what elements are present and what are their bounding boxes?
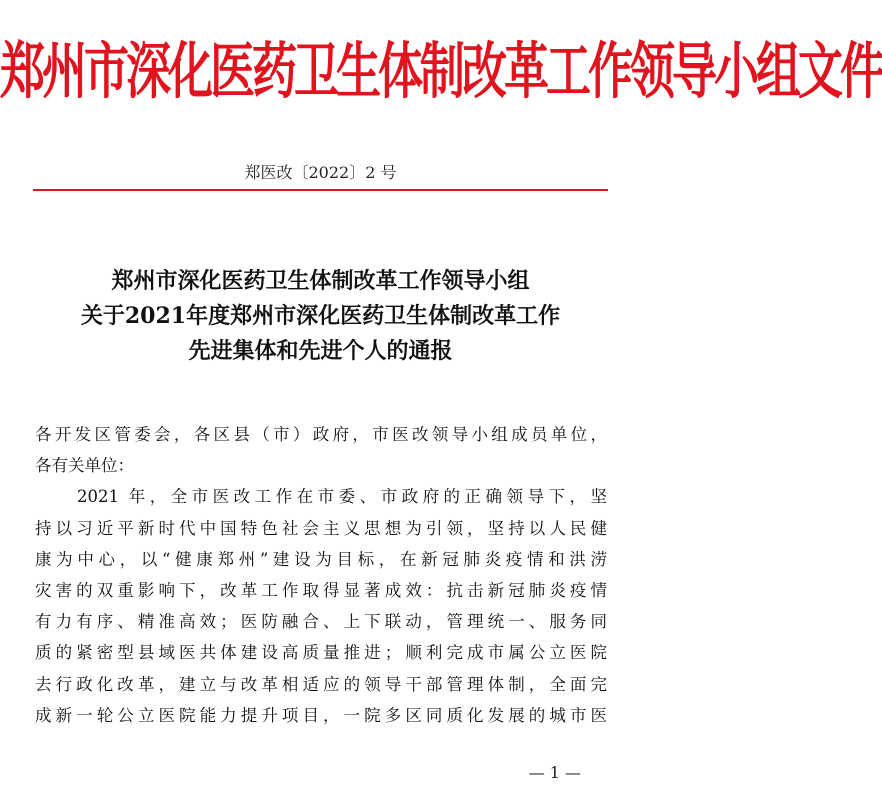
notice-title (0, 264, 641, 369)
body-text (35, 419, 607, 731)
document-number: 郑医改〔2022〕2 号 (244, 163, 397, 182)
paragraph-line: 有力有序、精准高效；医防融合、上下联动，管理统一、服务同 (35, 612, 607, 632)
paragraph-line: 质的紧密型县域医共体建设高质量推进；顺利完成市属公立医院 (35, 643, 607, 663)
paragraph-line: 灾害的双重影响下，改革工作取得显著成效：抗击新冠肺炎疫情 (35, 581, 607, 601)
paragraph-line: 2021 年，全市医改工作在市委、市政府的正确领导下，坚 (35, 487, 607, 507)
paragraph-line: 持以习近平新时代中国特色社会主义思想为引领，坚持以人民健 (35, 518, 607, 538)
salutation-line: 各开发区管委会，各区县（市）政府，市医改领导小组成员单位， (35, 425, 607, 444)
paragraph-line: 去行政化改革，建立与改革相适应的领导干部管理体制，全面完 (35, 674, 607, 694)
notice-title-line: 关于2021年度郑州市深化医药卫生体制改革工作 (80, 303, 561, 329)
paragraph-line: 康为中心，以“健康郑州”建设为目标，在新冠肺炎疫情和洪涝 (35, 549, 607, 569)
page-number: — 1 — (528, 763, 581, 782)
notice-title-line: 先进集体和先进个人的通报 (188, 338, 453, 364)
paragraph-line: 成新一轮公立医院能力提升项目，一院多区同质化发展的城市医 (35, 705, 607, 725)
document-header-title: 郑州市深化医药卫生体制改革工作领导小组文件 (0, 35, 882, 108)
red-divider-line (33, 189, 608, 191)
salutation-line: 各有关单位： (35, 456, 134, 476)
notice-title-line: 郑州市深化医药卫生体制改革工作领导小组 (111, 268, 530, 294)
